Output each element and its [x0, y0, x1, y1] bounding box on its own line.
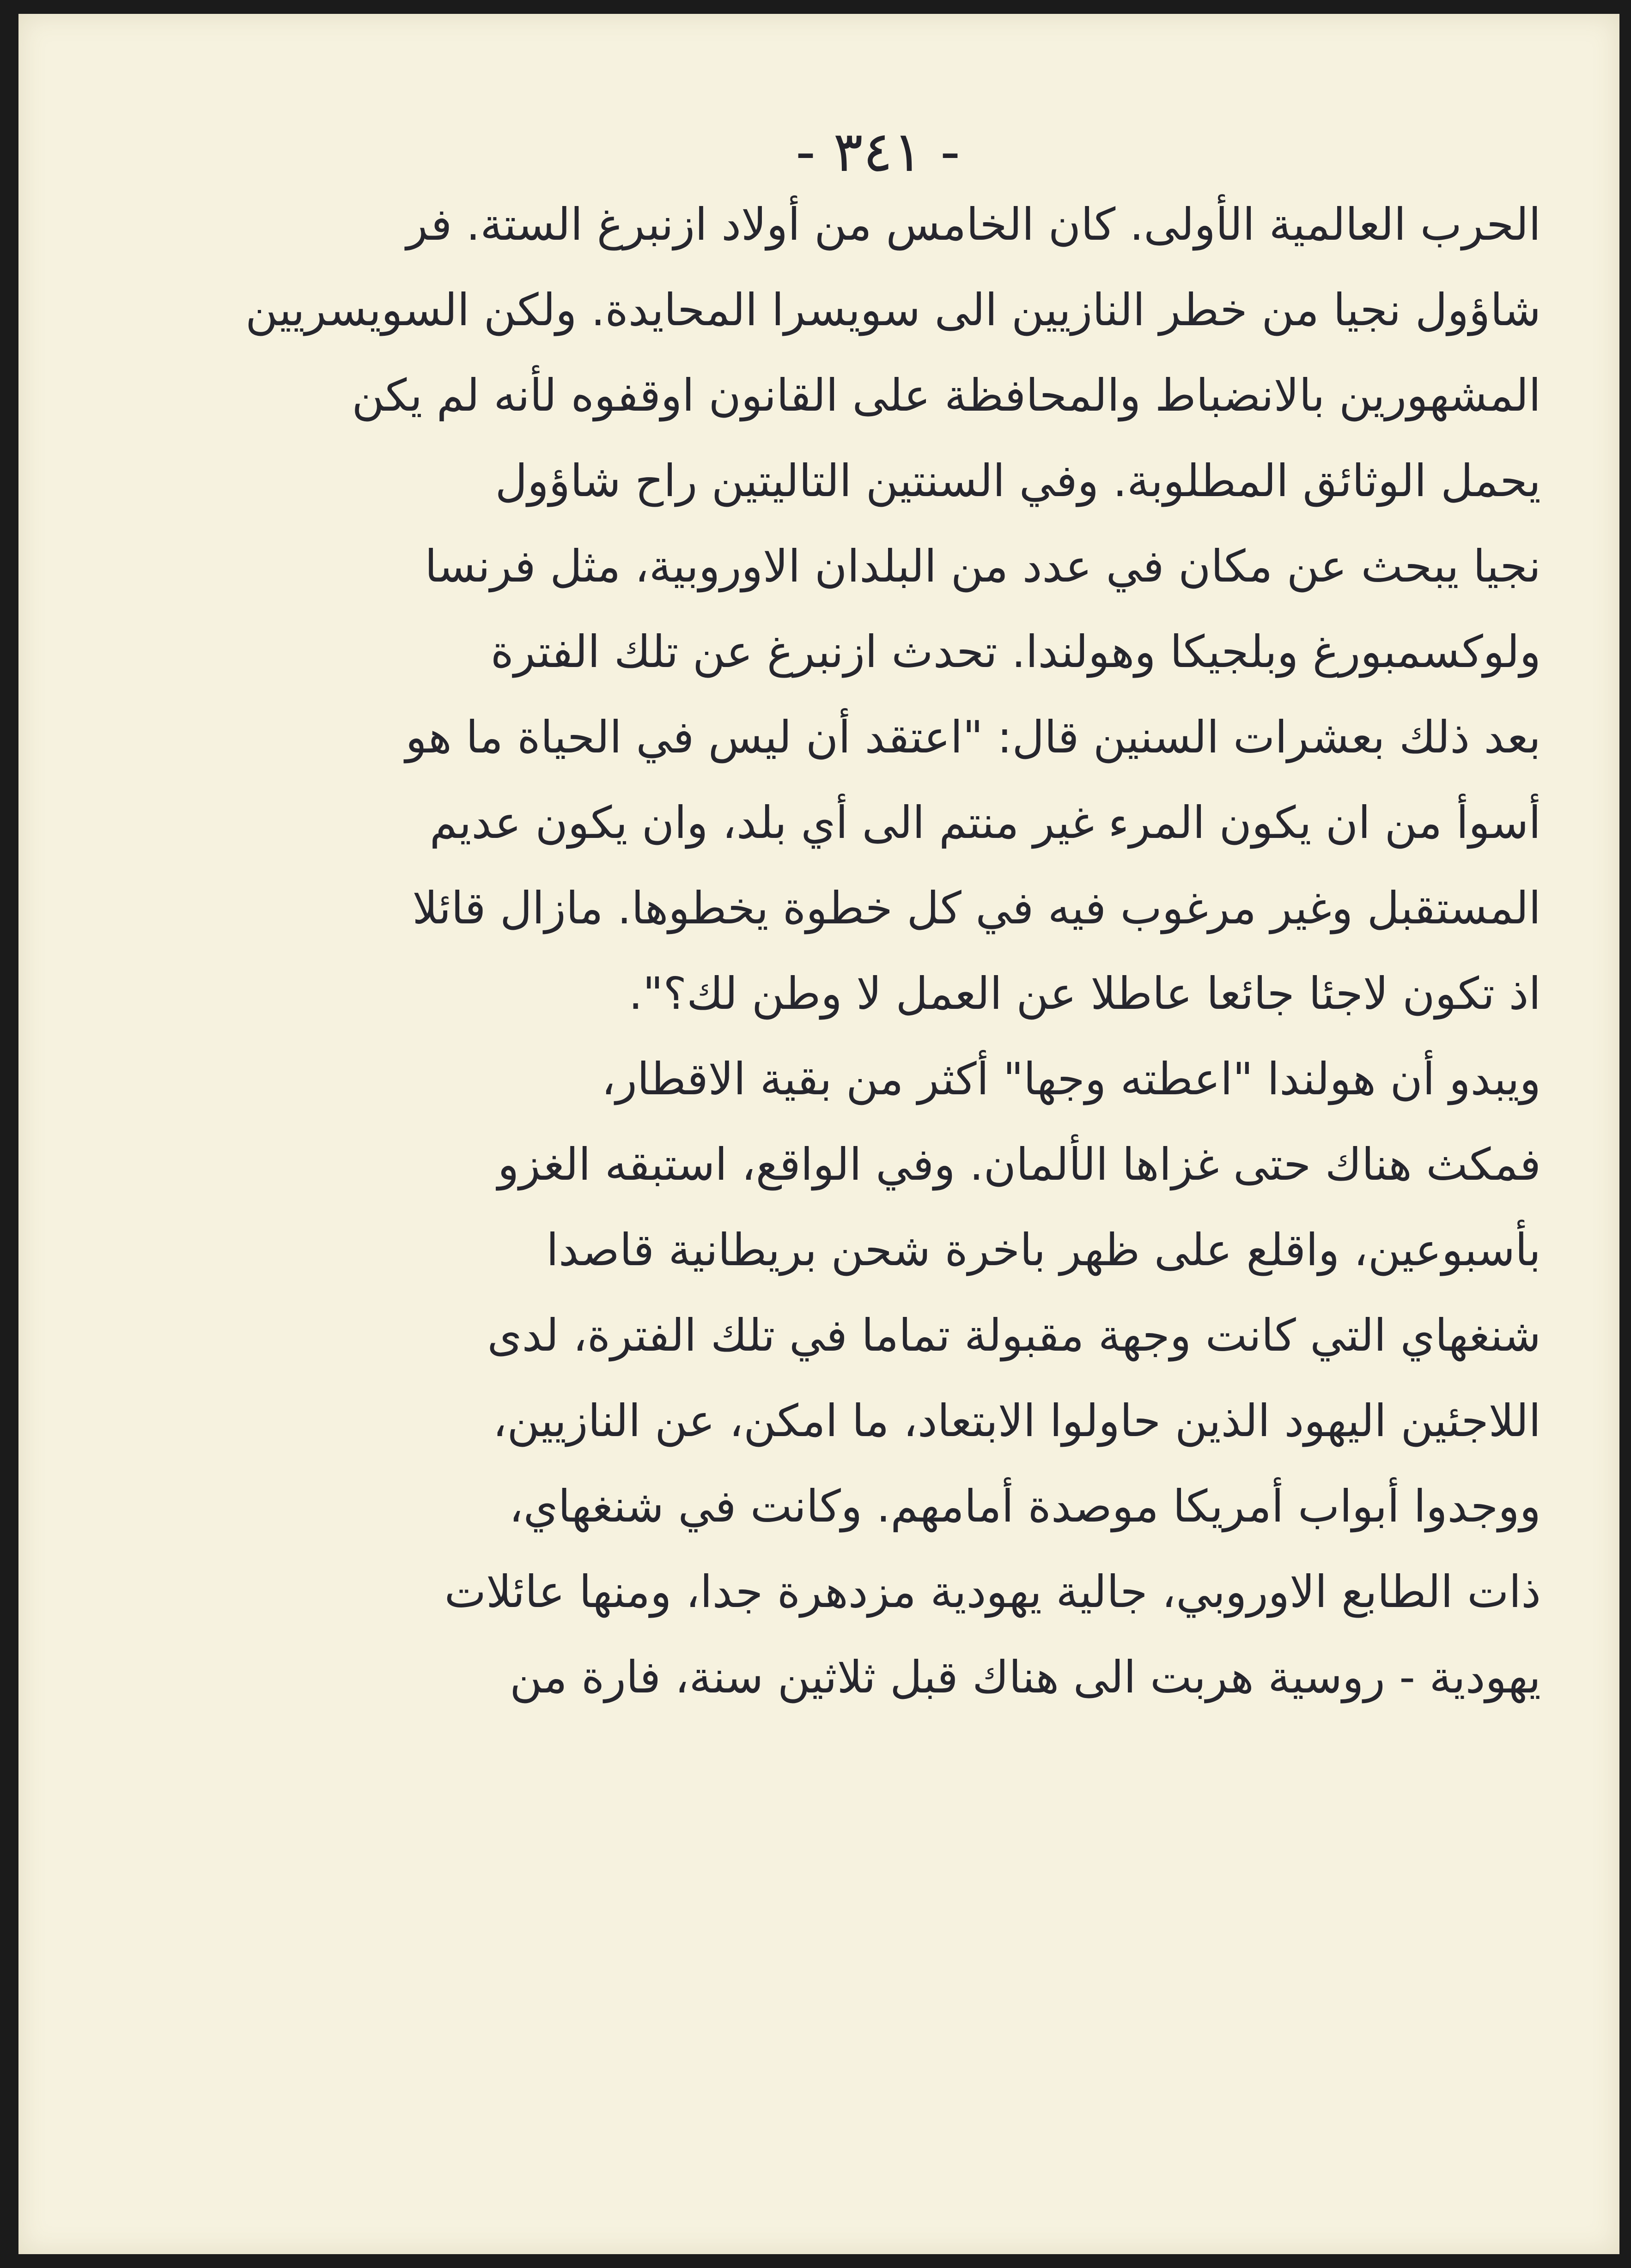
text-line-2: شاؤول نجيا من خطر النازيين الى سويسرا المحايدة. ولكن السويسريين [245, 284, 1541, 336]
text-line-10: اذ تكون لاجئا جائعا عاطلا عن العمل لا وطن لك؟". [628, 968, 1541, 1019]
text-line-15: اللاجئين اليهود الذين حاولوا الابتعاد، ما امكن، عن النازيين، [493, 1395, 1541, 1447]
text-line-4: يحمل الوثائق المطلوبة. وفي السنتين التاليتين راح شاؤول [495, 455, 1541, 507]
text-line-16: ووجدوا أبواب أمريكا موصدة أمامهم. وكانت في شنغهاي، [509, 1480, 1541, 1532]
text-line-14: شنغهاي التي كانت وجهة مقبولة تماما في تلك الفترة، لدى [487, 1310, 1541, 1361]
text-line-7: بعد ذلك بعشرات السنين قال: "اعتقد أن ليس في الحياة ما هو [405, 711, 1541, 763]
text-line-11: ويبدو أن هولندا "اعطته وجها" أكثر من بقية الاقطار، [601, 1053, 1541, 1105]
text-line-6: ولوكسمبورغ وبلجيكا وهولندا. تحدث ازنبرغ عن تلك الفترة [490, 626, 1541, 678]
text-line-17: ذات الطابع الاوروبي، جالية يهودية مزدهرة جدا، ومنها عائلات [444, 1566, 1541, 1618]
text-line-9: المستقبل وغير مرغوب فيه في كل خطوة يخطوها. مازال قائلا [412, 882, 1541, 934]
text-line-5: نجيا يبحث عن مكان في عدد من البلدان الاوروبية، مثل فرنسا [425, 540, 1541, 592]
text-line-3: المشهورين بالانضباط والمحافظة على القانون اوقفوه لأنه لم يكن [352, 370, 1541, 421]
text-line-12: فمكث هناك حتى غزاها الألمان. وفي الواقع، استبقه الغزو [497, 1139, 1541, 1190]
manuscript-page [18, 14, 1619, 2254]
page-number: - ٣٤١ - [795, 120, 961, 184]
text-line-13: بأسبوعين، واقلع على ظهر باخرة شحن بريطانية قاصدا [546, 1224, 1541, 1276]
text-line-1: الحرب العالمية الأولى. كان الخامس من أولاد ازنبرغ الستة. فر [406, 199, 1541, 250]
text-line-18: يهودية - روسية هربت الى هناك قبل ثلاثين سنة، فارة من [510, 1651, 1541, 1703]
text-line-8: أسوأ من ان يكون المرء غير منتم الى أي بلد، وان يكون عديم [429, 797, 1541, 849]
